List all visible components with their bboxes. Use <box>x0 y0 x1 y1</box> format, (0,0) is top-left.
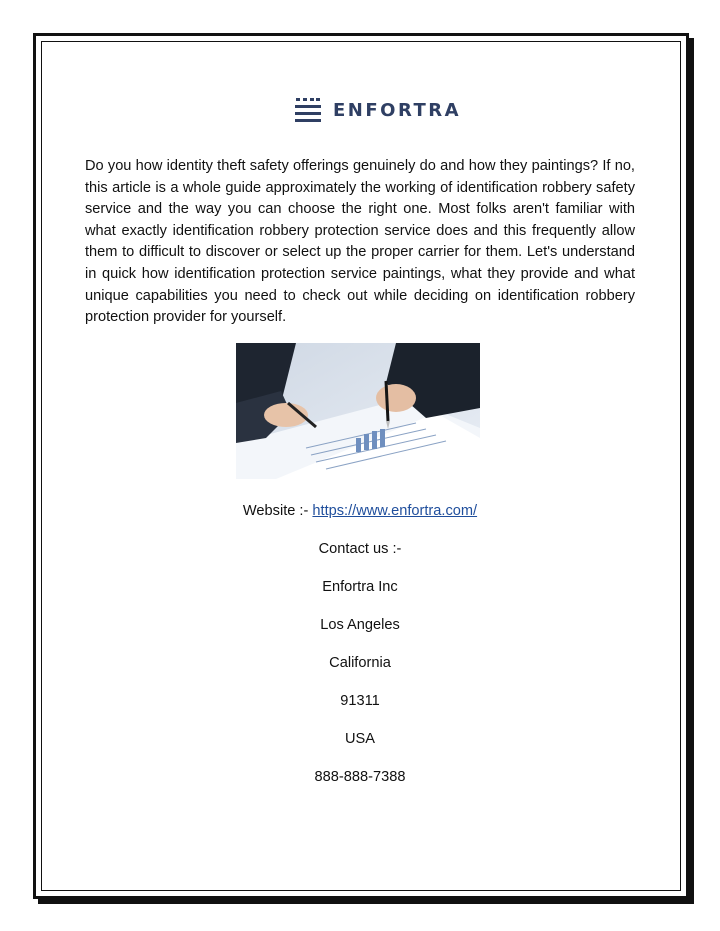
website-label: Website :- <box>242 503 309 519</box>
contact-phone: 888-888-7388 <box>314 769 406 785</box>
business-documents-photo <box>236 343 480 479</box>
contact-state: California <box>329 655 391 671</box>
website-line <box>0 503 720 519</box>
contact-heading: Contact us :- <box>318 541 402 557</box>
castle-icon <box>295 97 321 123</box>
contact-zip: 91311 <box>340 693 380 709</box>
contact-company: Enfortra Inc <box>322 579 398 595</box>
article-paragraph: Do you how identity theft safety offerings genuinely do and how they paintings? If no, this article is a whole guide approximately the working of identification robbery safety service and the way you can choose the right one. Most folks aren't familiar with what exactly identification robbery protection service does and this frequently allow them to difficult to discover or select up the proper carrier for them. Let's understand in quick how identification protection service paintings, what they provide and what unique capabilities you need to check out while deciding on identification robbery protection provider for yourself. <box>85 158 635 326</box>
website-link[interactable]: https://www.enfortra.com/ <box>312 503 478 519</box>
contact-country: USA <box>344 731 375 747</box>
brand-name: ENFORTRA <box>333 99 462 121</box>
contact-city: Los Angeles <box>320 617 400 633</box>
brand-logo[interactable] <box>295 96 461 124</box>
